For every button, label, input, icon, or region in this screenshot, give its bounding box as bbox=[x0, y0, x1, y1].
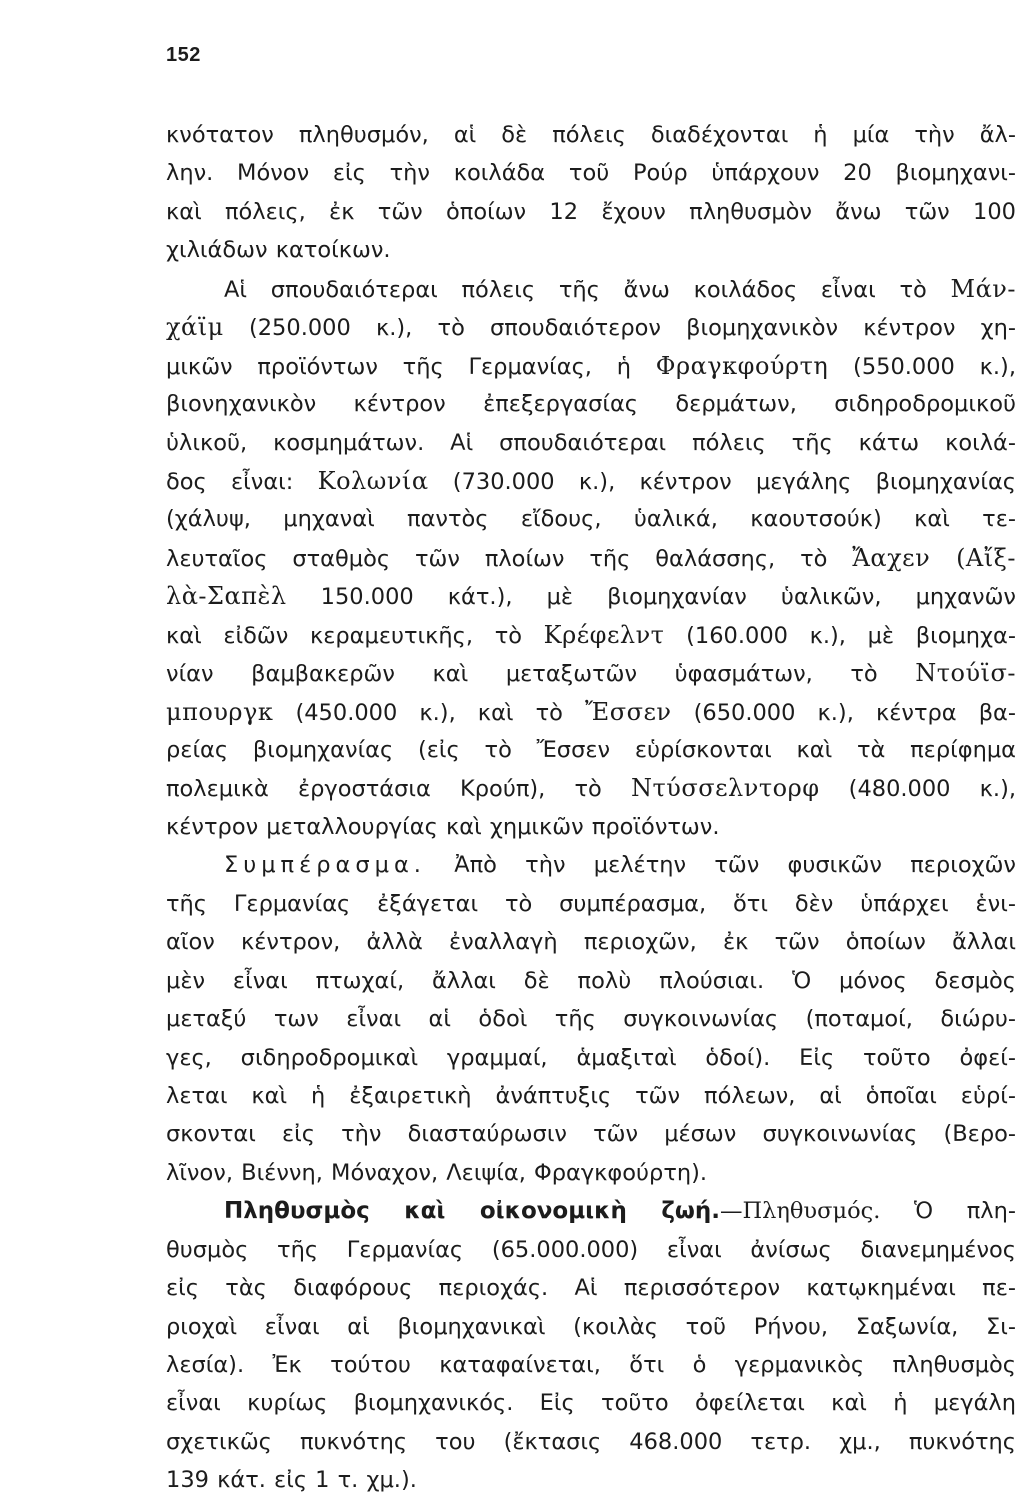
text-span: εἰς τὰς διαφόρους περιοχάς. Αἱ περισσότερον κατῳκημέναι πε- bbox=[166, 1275, 1016, 1302]
text-span: (730.000 κ.), κέντρον μεγάλης βιομηχανίας bbox=[428, 468, 1016, 495]
text-span: (480.000 κ.), bbox=[819, 776, 1017, 803]
text-line bbox=[166, 808, 1016, 846]
text-line bbox=[166, 769, 1016, 807]
text-line bbox=[166, 500, 1016, 538]
text-span: αῖον κέντρον, ἀλλὰ ἐναλλαγὴ περιοχῶν, ἐκ τῶν ὁποίων ἄλλαι bbox=[166, 929, 1016, 956]
text-span: (550.000 κ.), bbox=[828, 353, 1016, 380]
text-line bbox=[166, 193, 1016, 231]
text-line bbox=[166, 116, 1016, 154]
name-span: λὰ-Σαπὲλ bbox=[166, 582, 287, 611]
text-span: ρείας βιομηχανίας (εἰς τὸ Ἔσσεν εὑρίσκονται καὶ τὰ περίφημα bbox=[166, 737, 1016, 763]
text-line bbox=[166, 1192, 1016, 1230]
text-span: 150.000 κάτ.), μὲ βιομηχανίαν ὑαλικῶν, μηχανῶν bbox=[286, 584, 1016, 611]
text-line bbox=[166, 1231, 1016, 1269]
text-line bbox=[166, 1269, 1016, 1307]
text-line bbox=[166, 885, 1016, 923]
text-span: σκονται εἰς τὴν διασταύρωσιν τῶν μέσων συγκοινωνίας (Βερο- bbox=[166, 1121, 1016, 1148]
text-span: λευταῖος σταθμὸς τῶν πλοίων τῆς θαλάσσης, τὸ bbox=[166, 545, 853, 572]
text-line bbox=[166, 270, 1016, 308]
text-span: πολεμικὰ ἐργοστάσια Κρούπ), τὸ bbox=[166, 776, 631, 803]
text-line bbox=[166, 424, 1016, 462]
text-line bbox=[166, 462, 1016, 500]
text-span: τῆς Γερμανίας ἐξάγεται τὸ συμπέρασμα, ὅτι δὲν ὑπάρχει ἑνι- bbox=[166, 890, 1016, 917]
heading-span: Πληθυσμὸς καὶ οἰκονομικὴ ζωή. bbox=[224, 1198, 721, 1225]
name-span: Ντούϊσ- bbox=[915, 659, 1016, 688]
text-line bbox=[166, 539, 1016, 577]
name-span: Ἔσσεν bbox=[585, 697, 672, 726]
text-span: δος εἶναι: bbox=[166, 468, 318, 495]
text-line bbox=[166, 385, 1016, 423]
name-span: Μάν- bbox=[950, 274, 1016, 303]
text-line bbox=[166, 1000, 1016, 1038]
text-line bbox=[166, 654, 1016, 692]
text-span: μὲν εἶναι πτωχαί, ἄλλαι δὲ πολὺ πλούσιαι. Ὁ μόνος δεσμὸς bbox=[166, 967, 1016, 994]
page-number: 152 bbox=[166, 44, 201, 66]
text-line bbox=[166, 962, 1016, 1000]
text-span: Ὁ πλη- bbox=[880, 1198, 1016, 1225]
text-line bbox=[166, 693, 1016, 731]
text-line bbox=[166, 1115, 1016, 1153]
text-span: Αἱ σπουδαιότεραι πόλεις τῆς ἄνω κοιλάδος εἶναι τὸ bbox=[224, 276, 951, 303]
text-span: 139 κάτ. εἰς 1 τ. χμ.). bbox=[166, 1467, 417, 1494]
text-span: (650.000 κ.), κέντρα βα- bbox=[671, 699, 1016, 726]
text-span: (250.000 κ.), τὸ σπουδαιότερον βιομηχανικὸν κέντρον χη- bbox=[223, 315, 1016, 342]
text-line bbox=[166, 231, 1016, 269]
text-line bbox=[166, 1154, 1016, 1192]
name-span: Ντύσσελντορφ bbox=[630, 774, 820, 803]
text-span: (450.000 κ.), καὶ τὸ bbox=[273, 699, 586, 726]
text-span: λεσία). Ἐκ τούτου καταφαίνεται, ὅτι ὁ γερμανικὸς πληθυσμὸς bbox=[166, 1352, 1016, 1378]
text-span: κέντρον μεταλλουργίας καὶ χημικῶν προϊόντων. bbox=[166, 813, 720, 840]
text-line bbox=[166, 846, 1016, 884]
text-line bbox=[166, 731, 1016, 769]
text-line bbox=[166, 1384, 1016, 1422]
text-span: λεται καὶ ἡ ἐξαιρετικὴ ἀνάπτυξις τῶν πόλεων, αἱ ὁποῖαι εὑρί- bbox=[166, 1082, 1016, 1109]
text-line bbox=[166, 577, 1016, 615]
text-span: (χάλυψ, μηχαναὶ παντὸς εἴδους, ὑαλικά, καουτσούκ) καὶ τε- bbox=[166, 506, 1016, 533]
text-line bbox=[166, 1308, 1016, 1346]
text-span: καὶ εἰδῶν κεραμευτικῆς, τὸ bbox=[166, 622, 544, 649]
text-line bbox=[166, 347, 1016, 385]
text-line bbox=[166, 308, 1016, 346]
text-line bbox=[166, 1039, 1016, 1077]
name-span: χάϊμ bbox=[166, 313, 224, 342]
text-span: (160.000 κ.), μὲ βιομηχα- bbox=[664, 622, 1016, 649]
text-span: νίαν βαμβακερῶν καὶ μεταξωτῶν ὑφασμάτων, τὸ bbox=[166, 661, 916, 688]
text-span: λην. Μόνον εἰς τὴν κοιλάδα τοῦ Ρούρ ὑπάρχουν 20 βιομηχανι- bbox=[166, 160, 1016, 187]
name-span: Κρέφελντ bbox=[543, 620, 665, 649]
text-span: μικῶν προϊόντων τῆς Γερμανίας, ἡ bbox=[166, 353, 656, 380]
text-line bbox=[166, 923, 1016, 961]
name-span: Φραγκφούρτη bbox=[655, 351, 829, 380]
text-span: χιλιάδων κατοίκων. bbox=[166, 237, 391, 264]
text-span: εἶναι κυρίως βιομηχανικός. Εἰς τοῦτο ὀφείλεται καὶ ἡ μεγάλη bbox=[166, 1390, 1016, 1417]
text-line bbox=[166, 1077, 1016, 1115]
subheading-span: —Πληθυσμός. bbox=[720, 1198, 881, 1225]
text-span: βιονηχανικὸν κέντρον ἐπεξεργασίας δερμάτων, σιδηροδρομικοῦ bbox=[166, 391, 1016, 418]
name-span: Ἄαχεν (Αἴξ- bbox=[852, 543, 1016, 572]
text-span: γες, σιδηροδρομικαὶ γραμμαί, ἁμαξιταὶ ὁδοί). Εἰς τοῦτο ὀφεί- bbox=[166, 1044, 1016, 1071]
name-span: Κολωνία bbox=[317, 466, 429, 495]
spaced-span: Συμπέρασμα. bbox=[224, 852, 426, 879]
text-span: ὑλικοῦ, κοσμημάτων. Αἱ σπουδαιότεραι πόλεις τῆς κάτω κοιλά- bbox=[166, 429, 1016, 456]
text-span: Ἀπὸ τὴν μελέτην τῶν φυσικῶν περιοχῶν bbox=[425, 852, 1016, 879]
text-span: καὶ πόλεις, ἐκ τῶν ὁποίων 12 ἔχουν πληθυσμὸν ἄνω τῶν 100 bbox=[166, 198, 1016, 225]
name-span: μπουργκ bbox=[166, 697, 274, 726]
body-text bbox=[166, 116, 1016, 1500]
text-span: κνότατον πληθυσμόν, αἱ δὲ πόλεις διαδέχονται ἡ μία τὴν ἄλ- bbox=[166, 122, 1016, 148]
text-line bbox=[166, 154, 1016, 192]
text-line bbox=[166, 616, 1016, 654]
text-span: ριοχαὶ εἶναι αἱ βιομηχανικαὶ (κοιλὰς τοῦ Ρήνου, Σαξωνία, Σι- bbox=[166, 1313, 1016, 1340]
text-line bbox=[166, 1461, 1016, 1499]
text-span: λῖνον, Βιέννη, Μόναχον, Λειψία, Φραγκφούρτη). bbox=[166, 1159, 708, 1186]
text-span: σχετικῶς πυκνότης του (ἔκτασις 468.000 τετρ. χμ., πυκνότης bbox=[166, 1428, 1016, 1455]
text-span: μεταξύ των εἶναι αἱ ὁδοὶ τῆς συγκοινωνίας (ποταμοί, διώρυ- bbox=[166, 1006, 1016, 1033]
text-span: θυσμὸς τῆς Γερμανίας (65.000.000) εἶναι ἀνίσως διανεμημένος bbox=[166, 1236, 1016, 1263]
text-line bbox=[166, 1346, 1016, 1384]
text-line bbox=[166, 1423, 1016, 1461]
